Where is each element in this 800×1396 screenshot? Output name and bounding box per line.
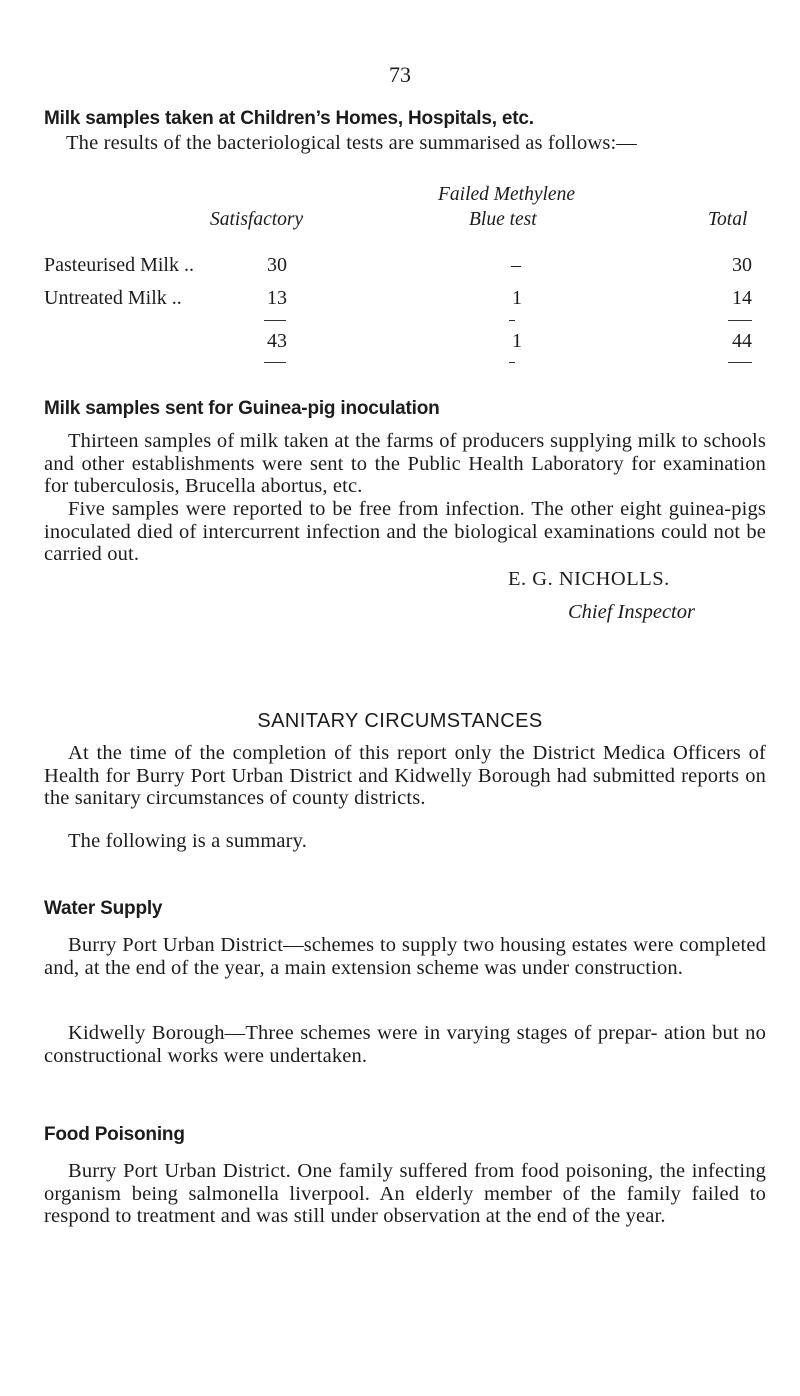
intro-text: The results of the bacteriological tests are summarised as follows:— [66,132,637,154]
cell-satisfactory: 13 [267,287,287,309]
sanitary-paragraph-2-text: The following is a summary. [68,830,307,852]
water-paragraph-2 [44,1022,766,1067]
water-paragraph-1-text: Burry Port Urban District—schemes to supply two housing estates were completed and, at the end of the year, a main extension scheme was under construction. [44,934,766,979]
header-failed-line1: Failed Methylene [438,184,575,205]
section-heading-food-poisoning: Food Poisoning [44,1124,185,1145]
guinea-pig-paragraph-1 [44,430,766,498]
section-heading-milk-samples: Milk samples taken at Children’s Homes, Hospitals, etc. [44,108,534,129]
food-paragraph-1-text: Burry Port Urban District. One family suffered from food poisoning, the infecting organism being salmonella liverpool. An elderly member of the family failed to respond to treatment and was still under observation at the end of the year. [44,1160,766,1227]
guinea-pig-paragraph-1-text: Thirteen samples of milk taken at the farms of producers supplying milk to schools and other establishments were sent to the Public Health Laboratory for examination for tuberculosis, Brucella abortus, etc. [44,430,766,497]
header-failed-line2: Blue test [469,209,537,230]
subtotal-rule [728,320,752,321]
header-satisfactory: Satisfactory [210,209,304,230]
signature-name: E. G. NICHOLLS. [508,568,670,590]
cell-failed: – [511,254,521,276]
header-total: Total [708,209,748,230]
guinea-pig-paragraph-2-text: Five samples were reported to be free from infection. The other eight guinea-pigs inoculated died of intercurrent infection and the biological examinations could not be carried out. [44,498,766,565]
subtotal-rule [264,320,286,321]
total-rule [728,362,752,363]
cell-total: 14 [732,287,752,309]
water-paragraph-2-text: Kidwelly Borough—Three schemes were in varying stages of prepar- ation but no constructional works were undertaken. [44,1022,766,1067]
total-failed: 1 [512,330,522,352]
subtotal-rule [509,320,515,321]
cell-total: 30 [732,254,752,276]
section-heading-guinea-pig: Milk samples sent for Guinea-pig inoculation [44,398,440,419]
total-total: 44 [732,330,752,352]
row-label: Untreated Milk .. [44,287,182,309]
row-label: Pasteurised Milk .. [44,254,194,276]
section-heading-water-supply: Water Supply [44,898,163,919]
total-satisfactory: 43 [267,330,287,352]
cell-failed: 1 [512,287,522,309]
total-rule [509,362,515,363]
sanitary-circumstances-title: SANITARY CIRCUMSTANCES [257,710,543,732]
page-number: 73 [389,62,411,87]
water-paragraph-1 [44,934,766,979]
total-rule [264,362,286,363]
food-paragraph-1 [44,1160,766,1228]
sanitary-paragraph-1-text: At the time of the completion of this report only the District Medica Officers of Health for Burry Port Urban District and Kidwelly Borough had submitted reports on the sanitary circumstances of county districts. [44,742,766,809]
sanitary-paragraph-2 [44,830,766,853]
signature-title: Chief Inspector [568,601,695,623]
guinea-pig-paragraph-2 [44,498,766,566]
cell-satisfactory: 30 [267,254,287,276]
sanitary-paragraph-1 [44,742,766,810]
